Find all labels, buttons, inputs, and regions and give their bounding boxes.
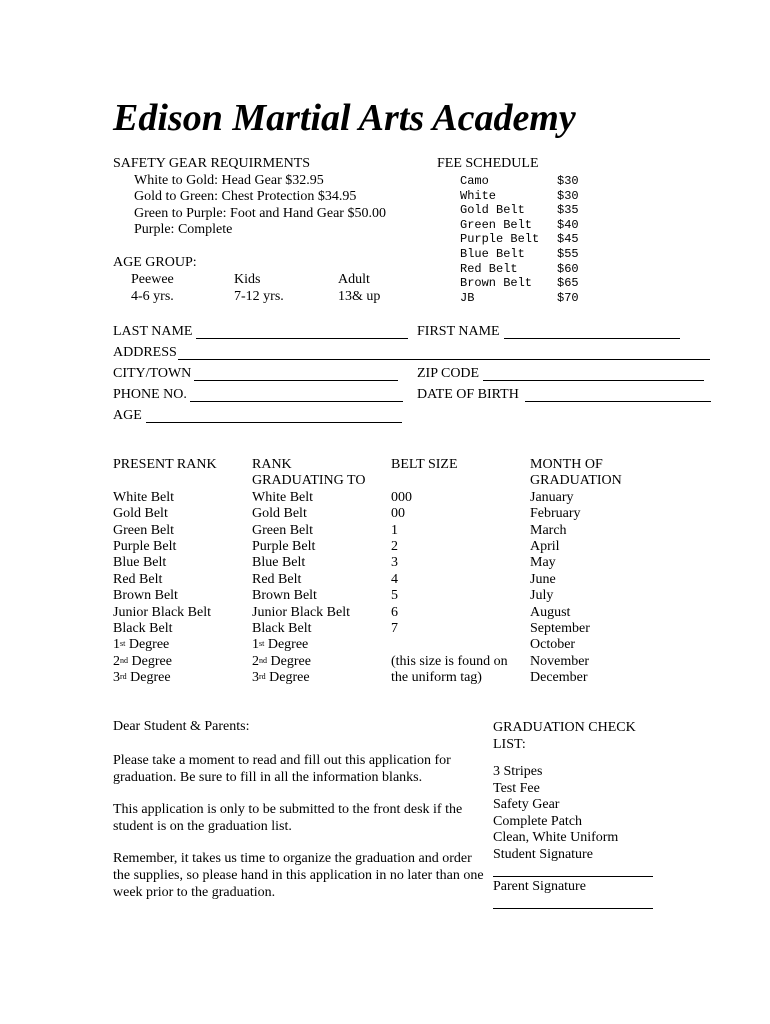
checklist-item: Complete Patch (493, 813, 583, 829)
degree-word: Degree (270, 653, 311, 669)
rank-graduating-item: Junior Black Belt (252, 604, 350, 620)
present-rank-item: Brown Belt (113, 588, 178, 604)
rank-graduating-item: Black Belt (252, 621, 312, 637)
first-name-label: FIRST NAME (417, 324, 500, 339)
age-field[interactable] (146, 422, 402, 423)
safety-item: White to Gold: Head Gear $32.95 (134, 173, 324, 188)
belt-size-item: 00 (391, 506, 405, 522)
present-rank-item: Green Belt (113, 522, 175, 538)
safety-item: Purple: Complete (134, 222, 233, 238)
belt-size-item: 5 (391, 588, 398, 604)
zip-code-label: ZIP CODE (417, 366, 480, 381)
month-item: January (530, 489, 574, 505)
age-group-heading: AGE GROUP: (113, 255, 197, 270)
address-label: ADDRESS (113, 345, 177, 360)
month-item: February (530, 506, 581, 522)
degree-suffix: nd (259, 655, 267, 665)
belt-size-item: 6 (391, 604, 398, 620)
age-group-adult (338, 271, 380, 305)
rank-graduating-degree (252, 670, 365, 686)
degree-suffix: rd (259, 672, 266, 682)
rank-graduating-item: White Belt (252, 489, 314, 505)
letter-line: Please take a moment to read and fill out this application for (113, 753, 451, 768)
rank-graduating-degree (252, 654, 365, 670)
month-item: March (530, 522, 567, 538)
degree-number: 2 (252, 653, 259, 669)
rank-graduating-item: Red Belt (252, 571, 302, 587)
belt-size-item: 000 (391, 489, 412, 505)
age-group-kids (234, 271, 284, 305)
rank-graduating-column (252, 457, 365, 687)
fee-amount: $65 (557, 276, 579, 291)
fee-amount: $60 (557, 261, 579, 276)
present-rank-item: Gold Belt (113, 506, 168, 522)
date-of-birth-field[interactable] (525, 401, 711, 402)
present-rank-item: Red Belt (113, 571, 163, 587)
degree-number: 1 (252, 637, 259, 653)
fee-belt: Green Belt (460, 217, 533, 232)
month-item: December (530, 670, 588, 686)
safety-item: Green to Purple: Foot and Hand Gear $50.00 (134, 205, 386, 221)
checklist-heading (493, 719, 636, 753)
fee-belt: Purple Belt (460, 232, 540, 247)
date-of-birth-label: DATE OF BIRTH (417, 387, 519, 402)
graduation-heading: GRADUATION (530, 473, 622, 489)
fee-belt: Brown Belt (460, 276, 533, 291)
fee-amount: $40 (557, 217, 579, 232)
safety-gear-heading: SAFETY GEAR REQUIRMENTS (113, 156, 311, 171)
checklist-heading-line: LIST: (493, 737, 526, 752)
fee-schedule-amounts (557, 174, 579, 305)
belt-size-item: 3 (391, 555, 398, 571)
belt-size-item: 7 (391, 621, 398, 637)
age-group-range: 7-12 yrs. (234, 289, 284, 304)
letter-line: the supplies, so please hand in this application in no later than one (113, 868, 484, 883)
degree-word: Degree (269, 670, 310, 686)
fee-belt: White (460, 188, 497, 203)
degree-word: Degree (131, 653, 172, 669)
fee-schedule-heading: FEE SCHEDULE (437, 156, 539, 171)
fee-amount: $45 (557, 232, 579, 247)
belt-size-item: 1 (391, 522, 398, 538)
letter-line: student is on the graduation list. (113, 819, 292, 834)
fee-schedule-belts (460, 174, 539, 305)
month-item: May (530, 555, 556, 571)
degree-number: 3 (113, 670, 120, 686)
letter-paragraph-1 (113, 752, 493, 786)
degree-word: Degree (130, 670, 171, 686)
month-item: June (530, 571, 556, 587)
letter-paragraph-3 (113, 850, 493, 901)
checklist-item: 3 Stripes (493, 764, 543, 779)
month-item: July (530, 588, 554, 604)
present-rank-item: Junior Black Belt (113, 604, 211, 620)
belt-size-item: 2 (391, 539, 398, 555)
month-item: September (530, 621, 590, 637)
present-rank-item: Blue Belt (113, 555, 167, 571)
last-name-label: LAST NAME (113, 324, 193, 339)
fee-belt: Camo (460, 174, 489, 188)
letter-paragraph-2 (113, 801, 493, 835)
month-item: August (530, 604, 571, 620)
rank-graduating-degree (252, 637, 365, 653)
last-name-field[interactable] (196, 338, 408, 339)
month-item: November (530, 653, 590, 669)
fee-amount: $35 (557, 203, 579, 218)
degree-number: 3 (252, 670, 259, 686)
fee-amount: $55 (557, 246, 579, 261)
fee-amount: $30 (557, 174, 579, 188)
first-name-field[interactable] (504, 338, 680, 339)
present-rank-heading: PRESENT RANK (113, 457, 217, 472)
belt-size-heading: BELT SIZE (391, 457, 458, 472)
rank-graduating-item: Blue Belt (252, 555, 306, 571)
month-item: October (530, 637, 576, 653)
student-signature-field[interactable] (493, 876, 653, 877)
age-label: AGE (113, 408, 142, 423)
rank-graduating-item: Brown Belt (252, 588, 317, 604)
month-item: April (530, 539, 560, 555)
phone-label: PHONE NO. (113, 387, 187, 402)
belt-size-note: (this size is found on (391, 653, 508, 669)
safety-item: Gold to Green: Chest Protection $34.95 (134, 189, 357, 205)
belt-size-note: the uniform tag) (391, 670, 482, 686)
rank-heading: RANK (252, 457, 292, 472)
checklist (493, 764, 618, 863)
city-label: CITY/TOWN (113, 366, 192, 381)
degree-word: Degree (128, 637, 170, 653)
age-group-range: 13& up (338, 289, 381, 304)
present-rank-degree (113, 670, 217, 686)
rank-graduating-item: Green Belt (252, 522, 314, 538)
month-heading: MONTH OF (530, 457, 603, 472)
parent-signature-label: Parent Signature (493, 879, 586, 894)
checklist-item: Clean, White Uniform (493, 830, 619, 845)
age-group-range: 4-6 yrs. (131, 289, 174, 304)
parent-signature-field[interactable] (493, 908, 653, 909)
present-rank-column (113, 457, 217, 687)
letter-line: graduation. Be sure to fill in all the information blanks. (113, 770, 423, 785)
fee-belt: Gold Belt (460, 203, 525, 218)
letter-line: Remember, it takes us time to organize the graduation and order (113, 851, 472, 866)
checklist-heading-line: GRADUATION CHECK (493, 720, 636, 735)
letter-line: This application is only to be submitted to the front desk if the (113, 802, 463, 817)
checklist-item: Safety Gear (493, 797, 560, 812)
belt-size-column (391, 457, 508, 687)
safety-gear-list (134, 173, 386, 239)
fee-amount: $30 (557, 188, 579, 203)
degree-suffix: st (120, 639, 126, 649)
checklist-item: Test Fee (493, 780, 540, 796)
student-signature-label: Student Signature (493, 846, 593, 862)
city-field[interactable] (194, 380, 398, 381)
degree-suffix: st (259, 639, 265, 649)
age-group-name: Peewee (131, 272, 174, 287)
present-rank-degree (113, 637, 217, 653)
fee-belt: Blue Belt (460, 246, 525, 261)
present-rank-item: White Belt (113, 489, 175, 505)
degree-number: 1 (113, 637, 120, 653)
age-group-name: Kids (234, 272, 261, 287)
zip-code-field[interactable] (483, 380, 704, 381)
rank-graduating-item: Gold Belt (252, 506, 307, 522)
page-title: Edison Martial Arts Academy (113, 97, 576, 139)
fee-belt: JB (460, 290, 475, 305)
degree-suffix: rd (120, 672, 127, 682)
age-group-name: Adult (338, 272, 370, 287)
rank-graduating-item: Purple Belt (252, 539, 316, 555)
phone-field[interactable] (190, 401, 403, 402)
letter-line: week prior to the graduation. (113, 885, 276, 900)
letter-greeting: Dear Student & Parents: (113, 719, 250, 734)
degree-number: 2 (113, 653, 120, 669)
fee-belt: Red Belt (460, 261, 518, 276)
present-rank-item: Purple Belt (113, 539, 177, 555)
graduating-to-heading: GRADUATING TO (252, 473, 366, 489)
degree-suffix: nd (120, 655, 128, 665)
present-rank-degree (113, 654, 217, 670)
age-group-peewee (131, 271, 174, 305)
belt-size-item: 4 (391, 571, 398, 587)
month-column (530, 457, 622, 687)
fee-amount: $70 (557, 290, 579, 305)
degree-word: Degree (267, 637, 309, 653)
present-rank-item: Black Belt (113, 621, 173, 637)
address-field[interactable] (178, 359, 710, 360)
